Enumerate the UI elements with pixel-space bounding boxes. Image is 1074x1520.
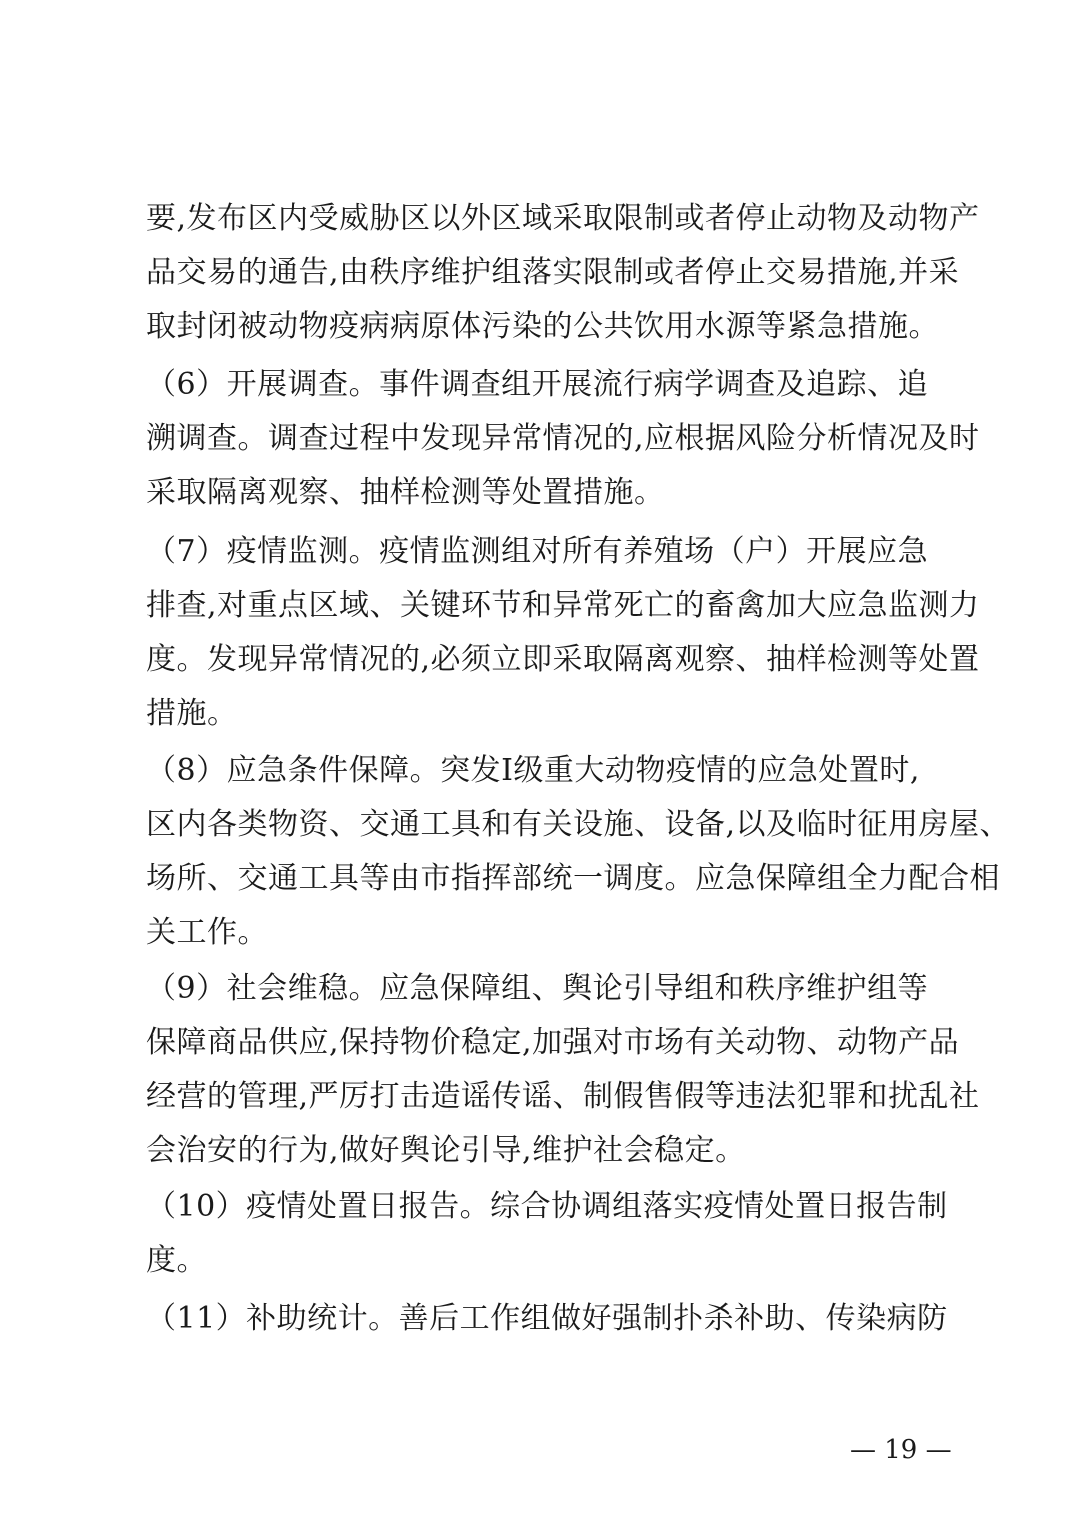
text-line: 取封闭被动物疫病病原体污染的公共饮用水源等紧急措施。 bbox=[146, 309, 939, 344]
text-line: 经营的管理,严厉打击造谣传谣、制假售假等违法犯罪和扰乱社 bbox=[146, 1079, 980, 1114]
paragraph-8-line: （8）应急条件保障。突发Ⅰ级重大动物疫情的应急处置时, bbox=[146, 753, 920, 788]
paragraph-6-line: （6）开展调查。事件调查组开展流行病学调查及追踪、追 bbox=[146, 367, 929, 402]
paragraph-10-line: （10）疫情处置日报告。综合协调组落实疫情处置日报告制 bbox=[146, 1189, 948, 1224]
text-line: 采取隔离观察、抽样检测等处置措施。 bbox=[146, 475, 665, 510]
text-line: 度。发现异常情况的,必须立即采取隔离观察、抽样检测等处置 bbox=[146, 642, 980, 677]
paragraph-11-line: （11）补助统计。善后工作组做好强制扑杀补助、传染病防 bbox=[146, 1301, 948, 1336]
text-line: 保障商品供应,保持物价稳定,加强对市场有关动物、动物产品 bbox=[146, 1025, 960, 1060]
text-line: 品交易的通告,由秩序维护组落实限制或者停止交易措施,并采 bbox=[146, 255, 960, 290]
text-line: 会治安的行为,做好舆论引导,维护社会稳定。 bbox=[146, 1133, 746, 1168]
page-number: — 19 — bbox=[850, 1435, 952, 1465]
text-line: 排查,对重点区域、关键环节和异常死亡的畜禽加大应急监测力 bbox=[146, 588, 980, 623]
text-line: 区内各类物资、交通工具和有关设施、设备,以及临时征用房屋、 bbox=[146, 807, 1011, 842]
text-line: 措施。 bbox=[146, 696, 238, 731]
text-line: 关工作。 bbox=[146, 915, 268, 950]
text-line: 要,发布区内受威胁区以外区域采取限制或者停止动物及动物产 bbox=[146, 201, 980, 236]
paragraph-7-line: （7）疫情监测。疫情监测组对所有养殖场（户）开展应急 bbox=[146, 534, 929, 569]
paragraph-9-line: （9）社会维稳。应急保障组、舆论引导组和秩序维护组等 bbox=[146, 971, 929, 1006]
text-line: 溯调查。调查过程中发现异常情况的,应根据风险分析情况及时 bbox=[146, 421, 980, 456]
text-line: 度。 bbox=[146, 1243, 207, 1278]
text-line: 场所、交通工具等由市指挥部统一调度。应急保障组全力配合相 bbox=[146, 861, 1000, 896]
